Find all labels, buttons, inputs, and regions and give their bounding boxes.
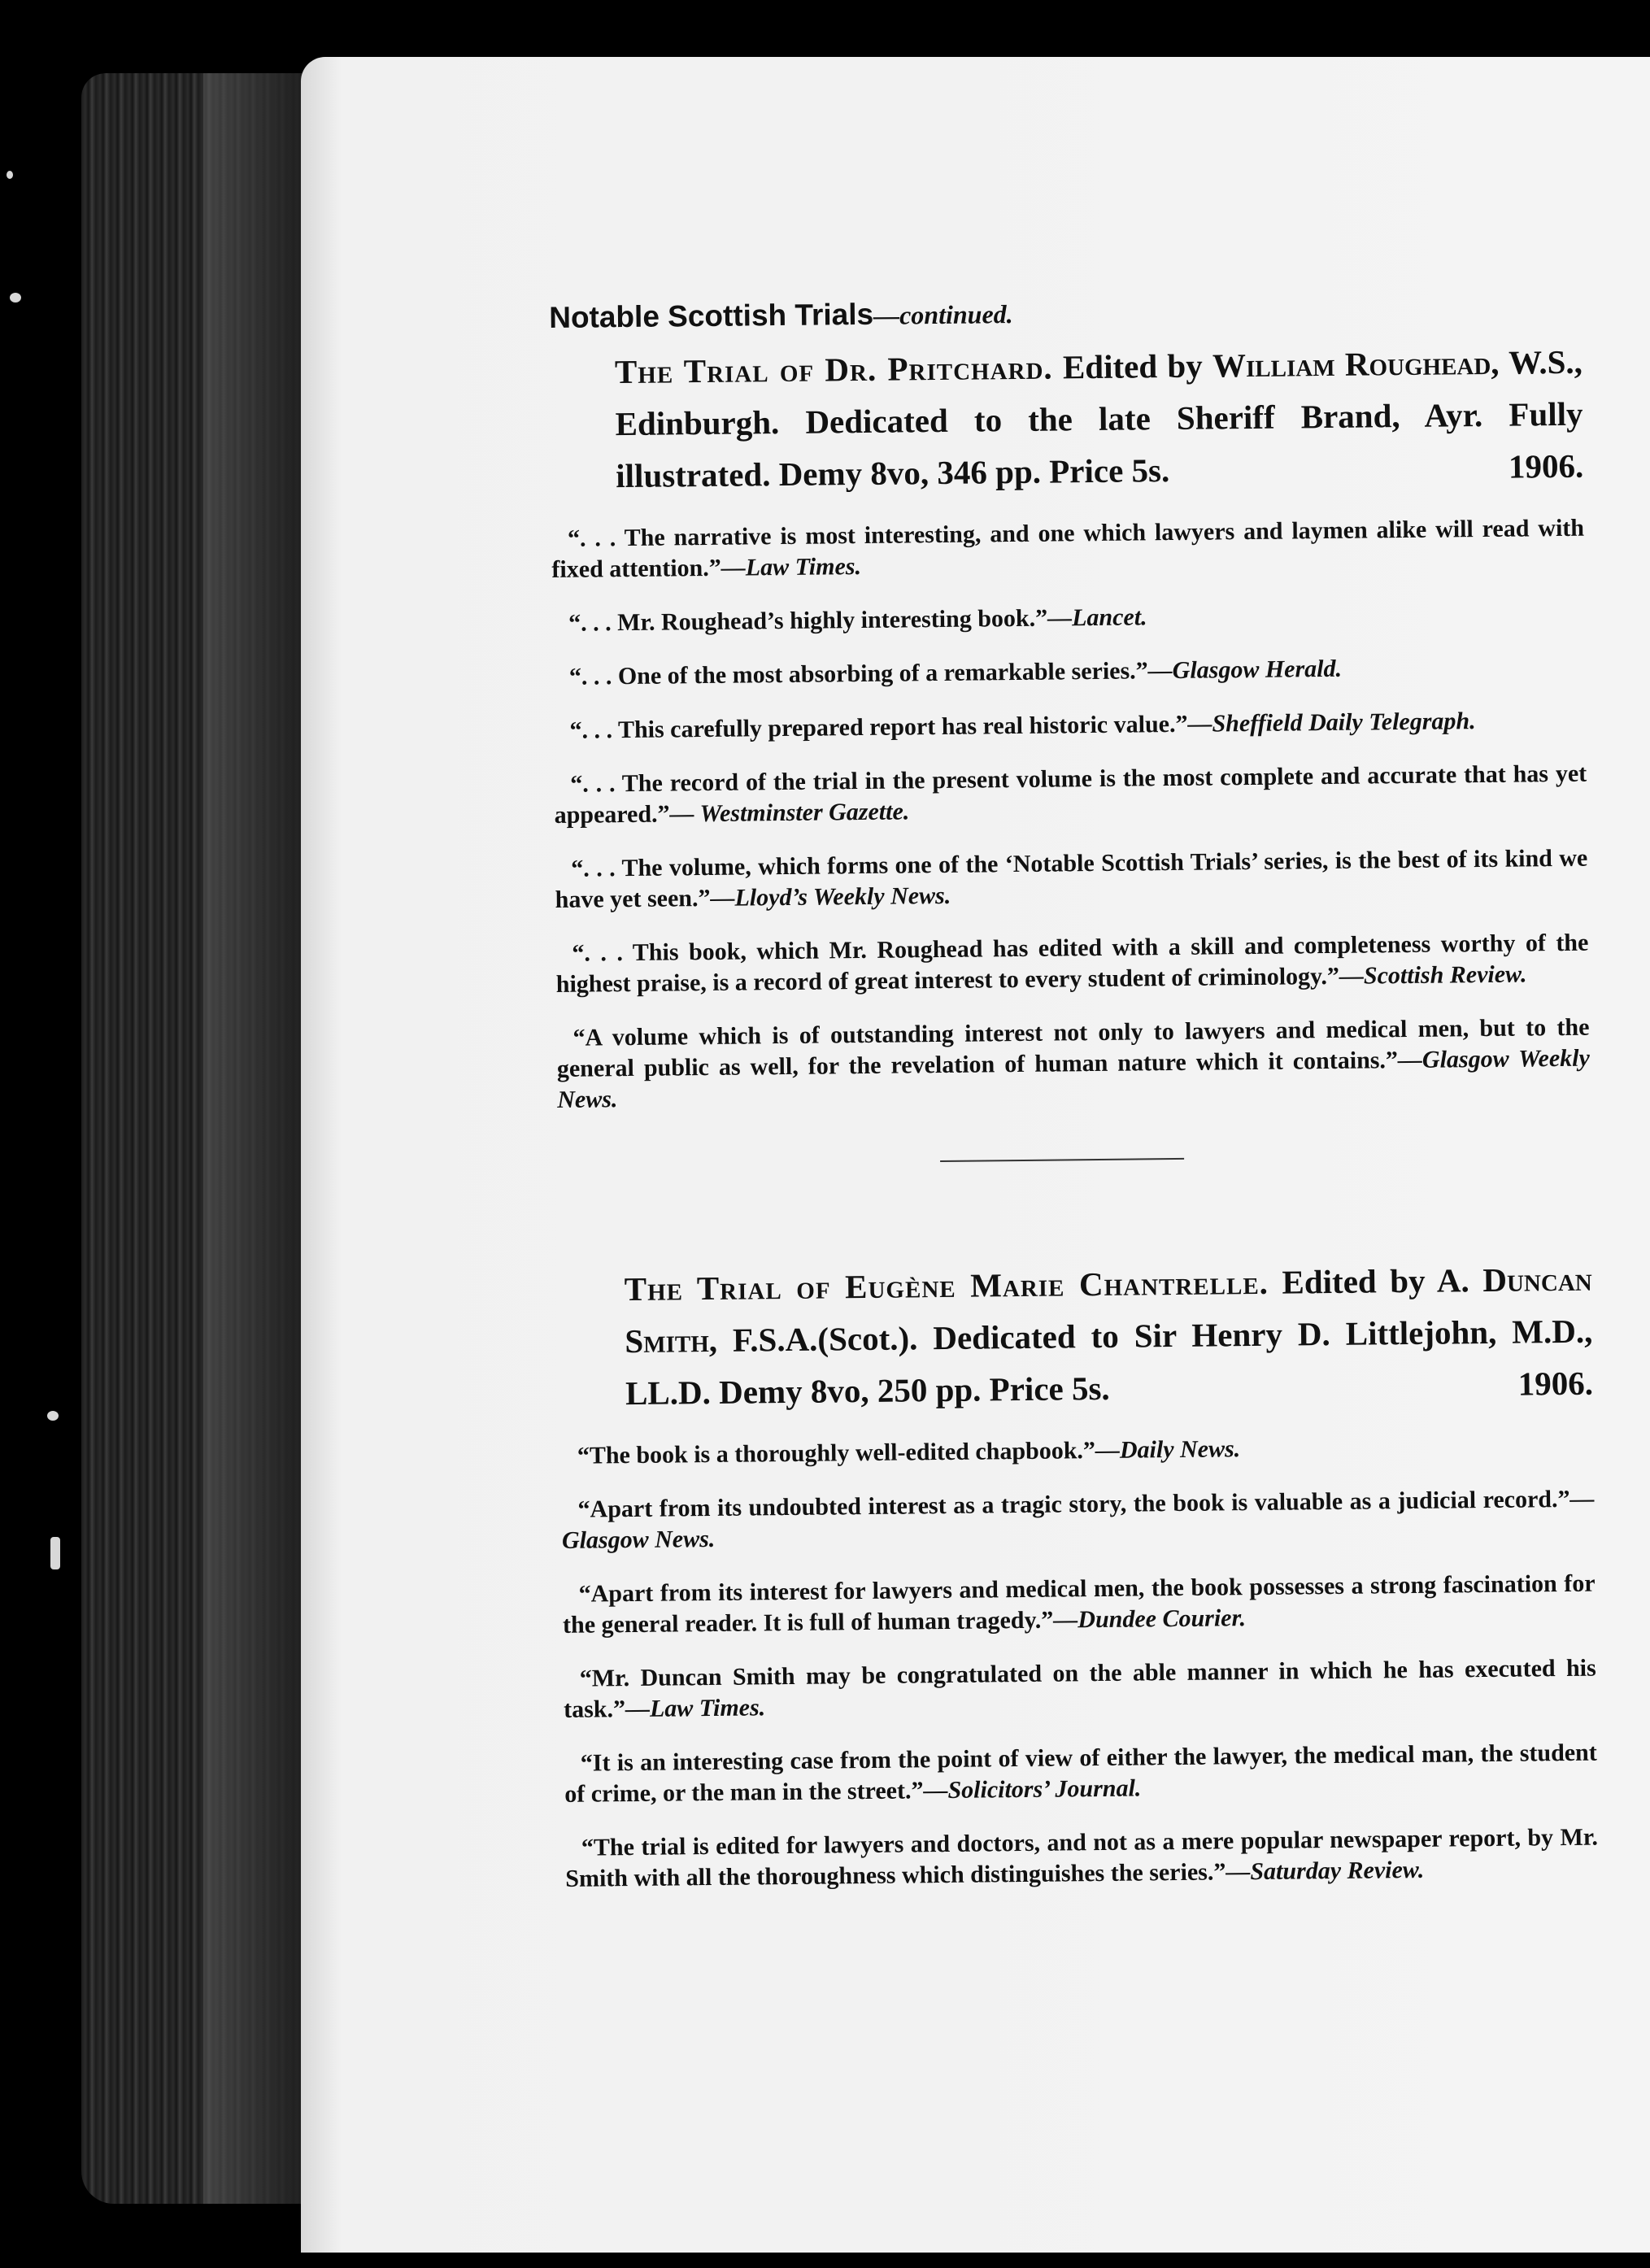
review-source: —Saturday Review.: [1226, 1856, 1425, 1886]
review-source: —Solicitors’ Journal.: [923, 1774, 1142, 1804]
review-source: —Law Times.: [721, 552, 862, 581]
review-list: [561, 1430, 1599, 1895]
review-item: [553, 705, 1586, 747]
book-editor: William Roughead,: [1212, 343, 1500, 385]
section-divider: [940, 1158, 1184, 1162]
review-item: [555, 843, 1588, 916]
book-editor: Duncan Smith,: [625, 1260, 1592, 1360]
book-page-edges: [81, 73, 317, 2204]
review-text: “. . . Mr. Roughead’s highly interesting book.”: [568, 604, 1048, 637]
review-text: “Apart from its undoubted interest as a tragic story, the book is valuable as a judicial record.”: [577, 1485, 1570, 1523]
review-source: —Scottish Review.: [1339, 960, 1527, 990]
review-text: “The book is a thoroughly well-edited chapbook.”: [577, 1437, 1096, 1469]
review-source: —Law Times.: [625, 1694, 766, 1723]
review-item: [551, 513, 1585, 586]
review-item: [564, 1653, 1597, 1726]
review-text: “. . . The narrative is most interesting, and one which lawyers and laymen alike will read with fixed attention.”: [551, 514, 1585, 583]
review-source: —Glasgow Herald.: [1147, 655, 1343, 685]
book-year: 1906.: [1508, 446, 1584, 485]
review-text: “. . . The volume, which forms one of the ‘Notable Scottish Trials’ series, is the best of its kind we have yet seen.”: [555, 844, 1588, 913]
book-details: F.S.A.(Scot.). Dedicated to Sir Henry D. Littlejohn, M.D., LL.D. Demy 8vo, 250 pp. Price 5s.: [625, 1312, 1593, 1413]
review-item: [564, 1738, 1598, 1810]
review-item: [552, 598, 1585, 639]
review-text: “The trial is edited for lawyers and doctors, and not as a mere popular newspaper report, by Mr. Smith with all the thoroughness which distinguishes the series.”: [565, 1823, 1599, 1892]
review-item: [561, 1430, 1594, 1472]
review-item: [556, 1012, 1590, 1116]
series-title: Notable Scottish Trials: [549, 297, 874, 334]
review-item: [555, 928, 1589, 1000]
review-item: [565, 1822, 1599, 1895]
review-text: “. . . This carefully prepared report has real historic value.”: [569, 710, 1188, 744]
review-text: “A volume which is of outstanding interest not only to lawyers and medical men, but to the general public as well, for the revelation of human nature which it contains.”: [556, 1013, 1590, 1082]
review-text: “Mr. Duncan Smith may be congratulated on the able manner in which he has executed his task.”: [563, 1654, 1596, 1723]
series-header: [549, 290, 1582, 335]
review-source: — Westminster Gazette.: [669, 798, 910, 828]
review-item: [553, 651, 1586, 693]
book-edited-by: Edited by: [1062, 346, 1203, 386]
review-item: [562, 1569, 1596, 1641]
book-entry-pritchard: [615, 336, 1584, 502]
book-year: 1906.: [1517, 1364, 1594, 1403]
review-source: —Glasgow News.: [561, 1485, 1595, 1554]
book-entry-chantrelle: [624, 1253, 1593, 1419]
review-text: “Apart from its interest for lawyers and medical men, the book possesses a strong fascination for the general reader. It is full of human tragedy.”: [562, 1569, 1596, 1639]
review-item: [554, 759, 1587, 831]
review-source: —Sheffield Daily Telegraph.: [1187, 707, 1476, 738]
page-content: [549, 290, 1599, 1918]
review-text: “. . . This book, which Mr. Roughead has edited with a skill and completeness worthy of the highest praise, is a record of great interest to every student of criminology.”: [555, 929, 1589, 998]
series-continued: —continued.: [873, 299, 1013, 330]
book-title: The Trial of Dr. Pritchard.: [614, 348, 1053, 391]
review-source: —Lancet.: [1047, 603, 1147, 632]
book-title: The Trial of Eugène Marie Chantrelle.: [624, 1263, 1269, 1308]
review-text: “. . . The record of the trial in the present volume is the most complete and accurate that has yet appeared.”: [554, 760, 1587, 829]
review-text: “. . . One of the most absorbing of a remarkable series.”: [568, 657, 1148, 690]
review-list: [551, 513, 1591, 1116]
review-source: —Daily News.: [1095, 1435, 1241, 1465]
review-source: —Dundee Courier.: [1053, 1604, 1247, 1634]
review-text: “It is an interesting case from the point of view of either the lawyer, the medical man, the student of crime, or the man in the street.”: [564, 1739, 1597, 1808]
review-source: —Glasgow Weekly News.: [557, 1044, 1591, 1113]
book-page: [301, 57, 1650, 2253]
review-source: —Lloyd’s Weekly News.: [710, 882, 951, 912]
review-item: [561, 1484, 1595, 1556]
book-edited-by: Edited by A.: [1282, 1261, 1470, 1301]
book-details: W.S., Edinburgh. Dedicated to the late Sheriff Brand, Ayr. Fully illustrated. Demy 8vo, 346 pp. Price 5s.: [615, 342, 1583, 495]
